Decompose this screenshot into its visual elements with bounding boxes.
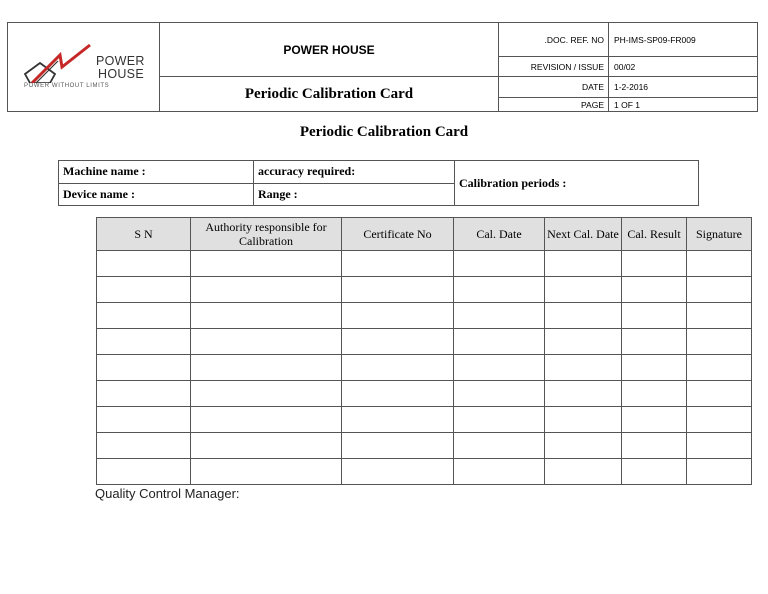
- records-body: [97, 251, 752, 485]
- doc-ref-label: .DOC. REF. NO: [499, 23, 609, 57]
- range-field[interactable]: Range :: [254, 183, 455, 206]
- table-cell[interactable]: [191, 407, 342, 433]
- table-cell[interactable]: [342, 277, 454, 303]
- table-cell[interactable]: [622, 329, 687, 355]
- power-house-logo: [22, 43, 152, 99]
- table-cell[interactable]: [454, 381, 545, 407]
- table-cell[interactable]: [342, 407, 454, 433]
- table-cell[interactable]: [622, 381, 687, 407]
- col-next-cal-date: Next Cal. Date: [545, 218, 622, 251]
- table-cell[interactable]: [191, 433, 342, 459]
- table-row: [97, 433, 752, 459]
- table-cell[interactable]: [454, 459, 545, 485]
- table-cell[interactable]: [622, 303, 687, 329]
- col-authority: Authority responsible for Calibration: [191, 218, 342, 251]
- page-value: 1 OF 1: [609, 98, 758, 112]
- table-cell[interactable]: [545, 303, 622, 329]
- table-row: [97, 329, 752, 355]
- table-cell[interactable]: [454, 277, 545, 303]
- card-title: Periodic Calibration Card: [299, 124, 469, 140]
- table-cell[interactable]: [545, 277, 622, 303]
- col-cal-result: Cal. Result: [622, 218, 687, 251]
- table-cell[interactable]: [545, 407, 622, 433]
- revision-label: REVISION / ISSUE: [499, 57, 609, 77]
- table-cell[interactable]: [454, 251, 545, 277]
- table-cell[interactable]: [622, 407, 687, 433]
- calibration-records-table: [96, 217, 752, 485]
- logo-cell: [8, 23, 160, 112]
- table-cell[interactable]: [687, 381, 752, 407]
- table-cell[interactable]: [342, 329, 454, 355]
- table-cell[interactable]: [622, 355, 687, 381]
- table-cell[interactable]: [687, 329, 752, 355]
- table-cell[interactable]: [545, 381, 622, 407]
- table-cell[interactable]: [342, 433, 454, 459]
- device-name-field[interactable]: Device name :: [59, 183, 254, 206]
- logo-tagline: POWER WITHOUT LIMITS: [24, 83, 110, 89]
- calibration-periods-field[interactable]: Calibration periods :: [455, 161, 699, 206]
- logo-word-power: POWER: [96, 54, 145, 68]
- table-cell[interactable]: [342, 355, 454, 381]
- table-cell[interactable]: [342, 381, 454, 407]
- table-cell[interactable]: [97, 251, 191, 277]
- table-cell[interactable]: [545, 251, 622, 277]
- quality-control-manager-label: Quality Control Manager:: [95, 486, 240, 501]
- table-cell[interactable]: [454, 355, 545, 381]
- col-sn: S N: [97, 218, 191, 251]
- records-header-row: [97, 218, 752, 251]
- table-row: [97, 407, 752, 433]
- table-cell[interactable]: [342, 459, 454, 485]
- machine-name-field[interactable]: Machine name :: [59, 161, 254, 184]
- table-cell[interactable]: [191, 251, 342, 277]
- document-title-cell: [160, 77, 499, 112]
- date-label: DATE: [499, 77, 609, 98]
- company-name: POWER HOUSE: [283, 42, 375, 57]
- table-cell[interactable]: [545, 329, 622, 355]
- table-cell[interactable]: [97, 329, 191, 355]
- equipment-info-table: [58, 160, 699, 206]
- table-cell[interactable]: [687, 277, 752, 303]
- table-cell[interactable]: [97, 407, 191, 433]
- table-cell[interactable]: [687, 251, 752, 277]
- table-cell[interactable]: [454, 329, 545, 355]
- document-title: Periodic Calibration Card: [244, 86, 414, 102]
- doc-ref-value: PH-IMS-SP09-FR009: [609, 23, 758, 57]
- table-row: [97, 459, 752, 485]
- table-cell[interactable]: [97, 433, 191, 459]
- table-cell[interactable]: [97, 303, 191, 329]
- document-header: [7, 22, 758, 112]
- page-label: PAGE: [499, 98, 609, 112]
- table-cell[interactable]: [97, 459, 191, 485]
- table-row: [97, 303, 752, 329]
- table-cell[interactable]: [545, 459, 622, 485]
- table-cell[interactable]: [342, 251, 454, 277]
- table-cell[interactable]: [191, 381, 342, 407]
- table-cell[interactable]: [622, 459, 687, 485]
- table-cell[interactable]: [191, 303, 342, 329]
- table-cell[interactable]: [545, 433, 622, 459]
- table-cell[interactable]: [191, 277, 342, 303]
- col-cal-date: Cal. Date: [454, 218, 545, 251]
- revision-value: 00/02: [609, 57, 758, 77]
- table-row: [97, 277, 752, 303]
- table-cell[interactable]: [97, 355, 191, 381]
- table-cell[interactable]: [687, 459, 752, 485]
- col-certificate-no: Certificate No: [342, 218, 454, 251]
- table-row: [97, 251, 752, 277]
- lightning-icon: [22, 43, 102, 83]
- accuracy-required-field[interactable]: accuracy required:: [254, 161, 455, 184]
- table-cell[interactable]: [191, 355, 342, 381]
- table-cell[interactable]: [687, 407, 752, 433]
- table-row: [97, 381, 752, 407]
- table-cell[interactable]: [191, 329, 342, 355]
- table-cell[interactable]: [191, 459, 342, 485]
- date-value: 1-2-2016: [609, 77, 758, 98]
- table-cell[interactable]: [687, 303, 752, 329]
- table-cell[interactable]: [622, 277, 687, 303]
- col-signature: Signature: [687, 218, 752, 251]
- table-cell[interactable]: [687, 355, 752, 381]
- table-cell[interactable]: [454, 433, 545, 459]
- table-row: [97, 355, 752, 381]
- table-cell[interactable]: [454, 407, 545, 433]
- company-name-cell: [160, 23, 499, 77]
- table-cell[interactable]: [687, 433, 752, 459]
- table-cell[interactable]: [342, 303, 454, 329]
- table-cell[interactable]: [622, 251, 687, 277]
- logo-word-house: HOUSE: [98, 67, 144, 81]
- table-cell[interactable]: [97, 277, 191, 303]
- table-cell[interactable]: [622, 433, 687, 459]
- table-cell[interactable]: [97, 381, 191, 407]
- table-cell[interactable]: [454, 303, 545, 329]
- table-cell[interactable]: [545, 355, 622, 381]
